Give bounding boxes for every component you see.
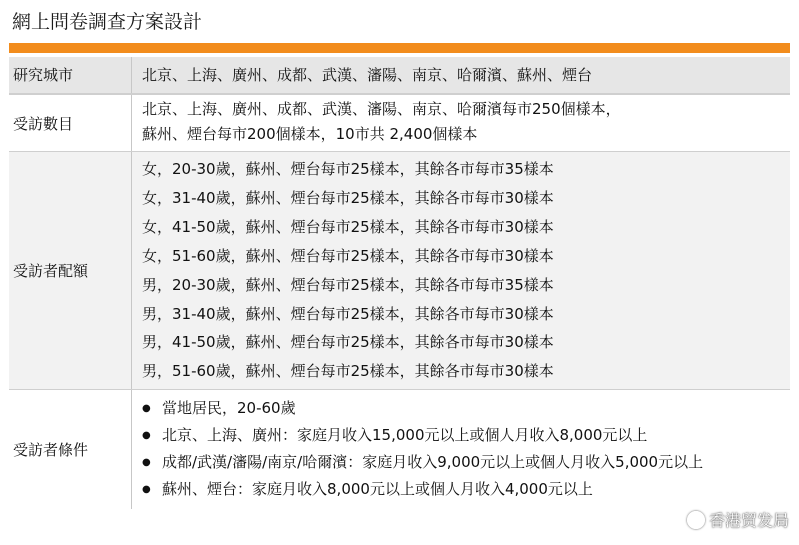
row-value (132, 152, 790, 389)
text-line: 北京、上海、廣州、成都、武漢、瀋陽、南京、哈爾濱每市250個樣本， (142, 100, 621, 118)
row-respondent-quota (9, 151, 790, 389)
row-label: 受訪者配額 (13, 262, 89, 281)
row-respondent-conditions (9, 389, 790, 509)
quota-line: 男，20-30歲，蘇州、煙台每市25樣本，其餘各市每市35樣本 (142, 275, 554, 294)
quota-line: 女，51-60歲，蘇州、煙台每市25樣本，其餘各市每市30樣本 (142, 246, 554, 265)
row-research-cities (9, 57, 790, 94)
row-label: 受訪者條件 (13, 441, 89, 460)
title-accent-bar (9, 43, 790, 53)
survey-design-table (9, 57, 790, 509)
condition-text: 當地居民，20-60歲 (162, 399, 296, 418)
condition-item (142, 449, 790, 476)
condition-text: 蘇州、煙台：家庭月收入8,000元以上或個人月收入4,000元以上 (162, 480, 593, 499)
condition-item (142, 476, 790, 503)
row-label: 研究城市 (13, 66, 74, 84)
quota-line: 女，41-50歲，蘇州、煙台每市25樣本，其餘各市每市30樣本 (142, 217, 554, 236)
watermark-text: 香港贸发局 (708, 511, 789, 530)
row-value (132, 390, 790, 509)
condition-item (142, 422, 790, 449)
wechat-logo-icon (687, 511, 705, 529)
row-label: 受訪數目 (13, 114, 74, 133)
quota-line: 女，20-30歲，蘇州、煙台每市25樣本，其餘各市每市35樣本 (142, 160, 554, 178)
bullet-icon: ● (142, 430, 151, 442)
quota-line: 男，31-40歲，蘇州、煙台每市25樣本，其餘各市每市30樣本 (142, 304, 554, 323)
watermark (687, 508, 789, 531)
bullet-icon: ● (142, 403, 151, 415)
condition-text: 成都/武漢/瀋陽/南京/哈爾濱：家庭月收入9,000元以上或個人月收入5,000元以上 (162, 453, 704, 472)
row-value: 北京、上海、廣州、成都、武漢、瀋陽、南京、哈爾濱、蘇州、煙台 (142, 66, 593, 84)
page-title: 網上問卷調查方案設計 (12, 11, 203, 33)
quota-line: 男，41-50歲，蘇州、煙台每市25樣本，其餘各市每市30樣本 (142, 333, 554, 352)
bullet-icon: ● (142, 484, 151, 496)
text-line: 蘇州、煙台每市200個樣本，10市共 2,400個樣本 (142, 125, 478, 143)
row-respondent-count (9, 94, 790, 151)
quota-line: 男，51-60歲，蘇州、煙台每市25樣本，其餘各市每市30樣本 (142, 362, 554, 381)
row-value (132, 95, 790, 151)
quota-line: 女，31-40歲，蘇州、煙台每市25樣本，其餘各市每市30樣本 (142, 188, 554, 207)
condition-item (142, 395, 790, 422)
bullet-icon: ● (142, 457, 151, 469)
condition-text: 北京、上海、廣州：家庭月收入15,000元以上或個人月收入8,000元以上 (162, 426, 648, 445)
